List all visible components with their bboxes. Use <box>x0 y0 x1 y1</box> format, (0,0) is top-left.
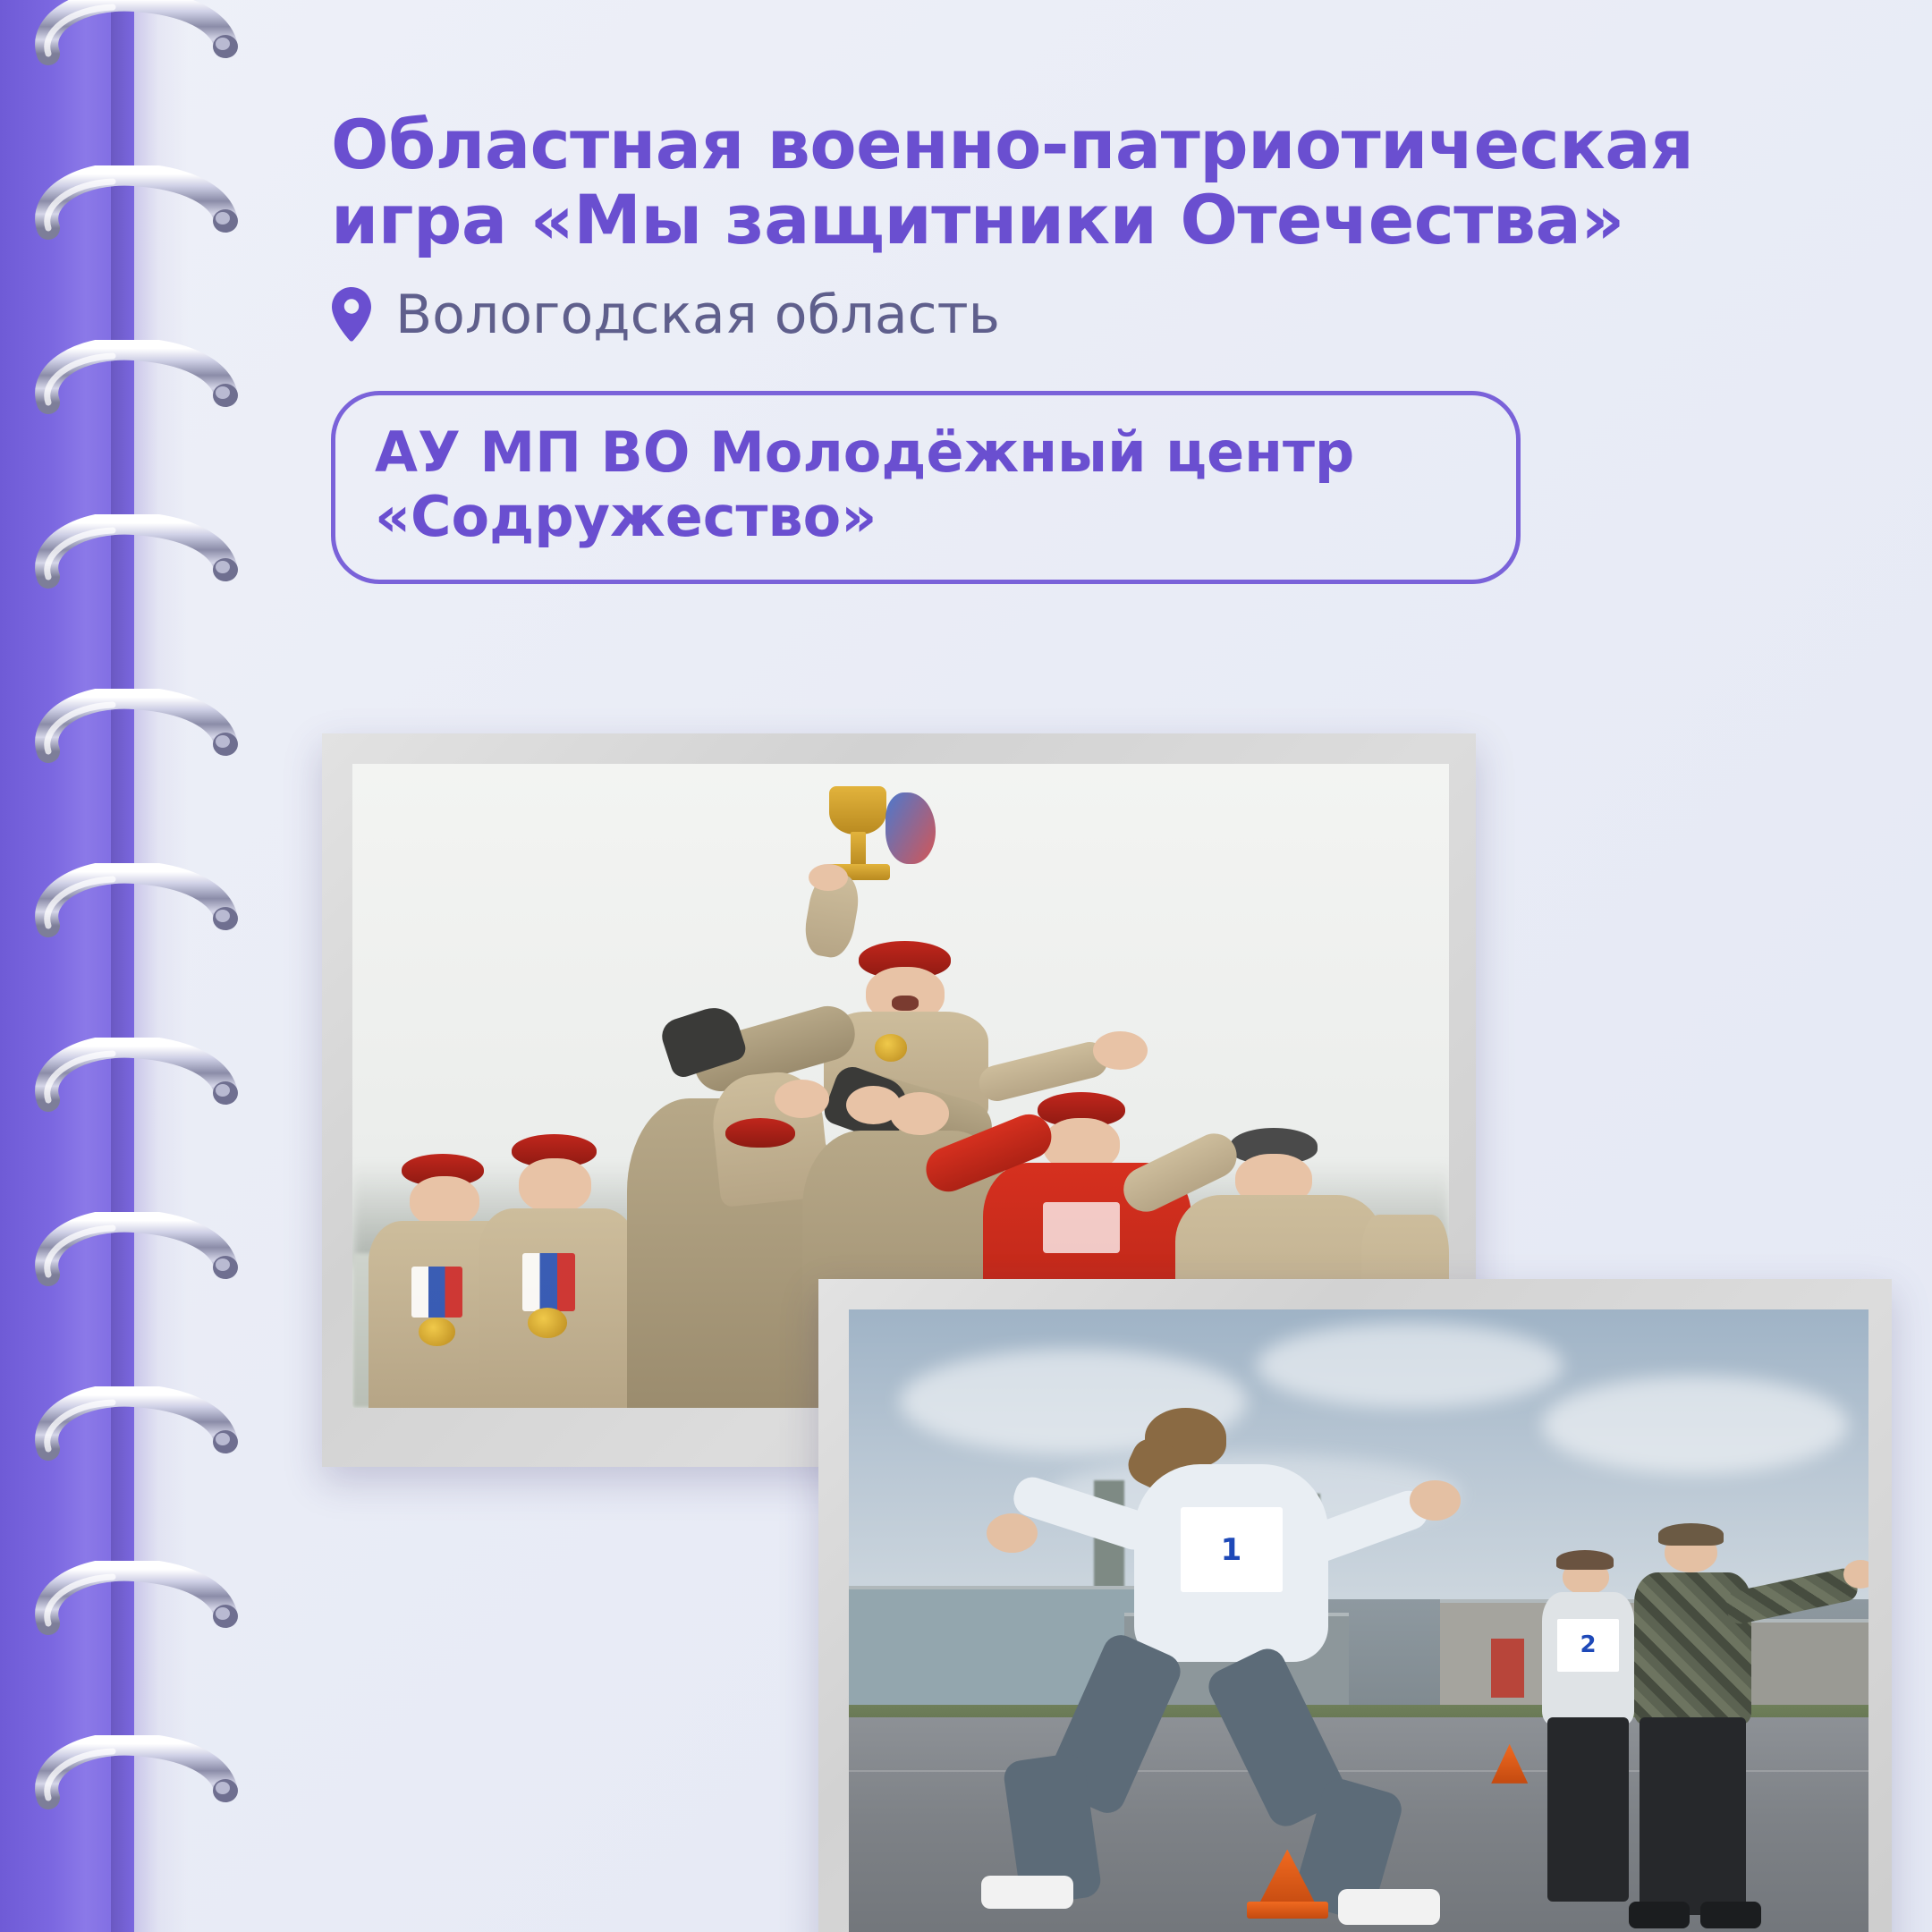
location-label: Вологодская область <box>395 284 1000 347</box>
page-title: Областная военно-патриотическая игра «Мы защитники Отечества» <box>331 105 1694 259</box>
photo-relay-run <box>849 1309 1868 1932</box>
bib-number-1: 1 <box>1220 1531 1242 1568</box>
bib-number-2: 2 <box>1580 1631 1597 1659</box>
organization-label: АУ МП ВО Молодёжный центр «Содружество» <box>375 419 1355 550</box>
photo-team-victory-alt <box>352 1408 353 1409</box>
photo-frame-relay-run <box>818 1279 1892 1932</box>
